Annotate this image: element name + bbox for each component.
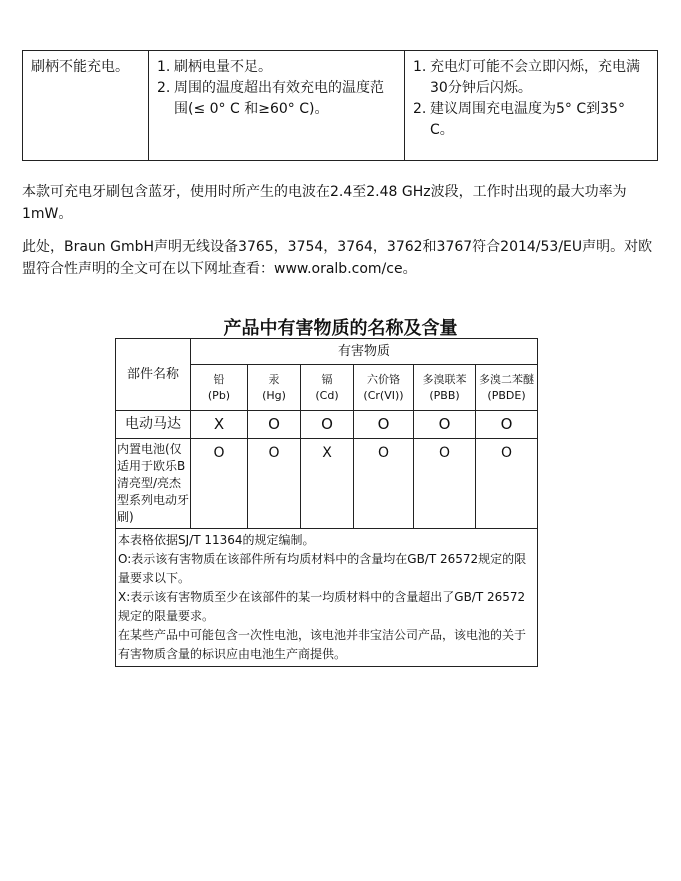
cause-text: 刷柄电量不足。	[174, 59, 272, 75]
substance-mark: O	[301, 411, 354, 439]
notes-row	[116, 529, 538, 667]
troubleshooting-table	[22, 50, 658, 161]
substance-mark: X	[301, 439, 354, 529]
substance-mark: X	[191, 411, 248, 439]
part-name-header: 部件名称	[116, 339, 191, 411]
note-line: 在某些产品中可能包含一次性电池，该电池并非宝洁公司产品，该电池的关于有害物质含量的标识应由电池生产商提供。	[118, 628, 527, 661]
problem-cell	[23, 51, 149, 160]
note-line: O:表示该有害物质在该部件所有均质材料中的含量均在GB/T 26572规定的限量要求以下。	[118, 552, 527, 585]
bluetooth-paragraph: 本款可充电牙刷包含蓝牙，使用时所产生的电波在2.4至2.48 GHz波段，工作时出现的最大功率为1mW。	[22, 184, 627, 222]
table-notes	[116, 529, 538, 667]
substance-header: 多溴联苯 (PBB)	[414, 365, 476, 411]
substance-mark: O	[248, 411, 301, 439]
substance-group-header: 有害物质	[191, 339, 538, 365]
note-line: 本表格依据SJ/T 11364的规定编制。	[118, 533, 315, 547]
remedy-number: 2.	[413, 101, 427, 117]
substance-header: 六价铬 (Cr(VI))	[354, 365, 414, 411]
part-name: 内置电池(仅适用于欧乐B清亮型/亮杰型系列电动牙刷)	[116, 439, 191, 529]
substance-header: 镉 (Cd)	[301, 365, 354, 411]
substance-header: 多溴二苯醚 (PBDE)	[476, 365, 538, 411]
problem-text: 刷柄不能充电。	[31, 59, 129, 75]
substance-mark: O	[191, 439, 248, 529]
remedy-item	[413, 99, 649, 141]
substance-mark: O	[414, 411, 476, 439]
cause-number: 1.	[157, 59, 171, 75]
remedies-cell	[405, 51, 657, 160]
cause-item	[157, 57, 396, 78]
cause-text: 周围的温度超出有效充电的温度范围(≤ 0° C 和≥60° C)。	[174, 80, 384, 117]
remedy-number: 1.	[413, 59, 427, 75]
hazard-table-title: 产品中有害物质的名称及含量	[223, 318, 458, 339]
remedy-text: 充电灯可能不会立即闪烁，充电满30分钟后闪烁。	[430, 59, 640, 96]
substance-mark: O	[476, 411, 538, 439]
substance-mark: O	[476, 439, 538, 529]
substance-header: 铅 (Pb)	[191, 365, 248, 411]
causes-cell	[149, 51, 405, 160]
table-row	[116, 411, 538, 439]
table-row	[116, 439, 538, 529]
header-row	[116, 339, 538, 365]
declaration-paragraph: 此处，Braun GmbH声明无线设备3765，3754，3764，3762和3767符合2014/53/EU声明。对欧盟符合性声明的全文可在以下网址查看：www.oralb.com/ce。	[22, 239, 653, 277]
part-name: 电动马达	[116, 411, 191, 439]
hazard-table	[115, 338, 538, 667]
cause-item	[157, 78, 396, 120]
cause-number: 2.	[157, 80, 171, 96]
substance-mark: O	[354, 411, 414, 439]
note-line: X:表示该有害物质至少在该部件的某一均质材料中的含量超出了GB/T 26572规定的限量要求。	[118, 590, 526, 623]
substance-mark: O	[414, 439, 476, 529]
remedy-item	[413, 57, 649, 99]
substance-mark: O	[248, 439, 301, 529]
substance-header: 汞 (Hg)	[248, 365, 301, 411]
remedy-text: 建议周围充电温度为5° C到35° C。	[430, 101, 625, 138]
substance-mark: O	[354, 439, 414, 529]
